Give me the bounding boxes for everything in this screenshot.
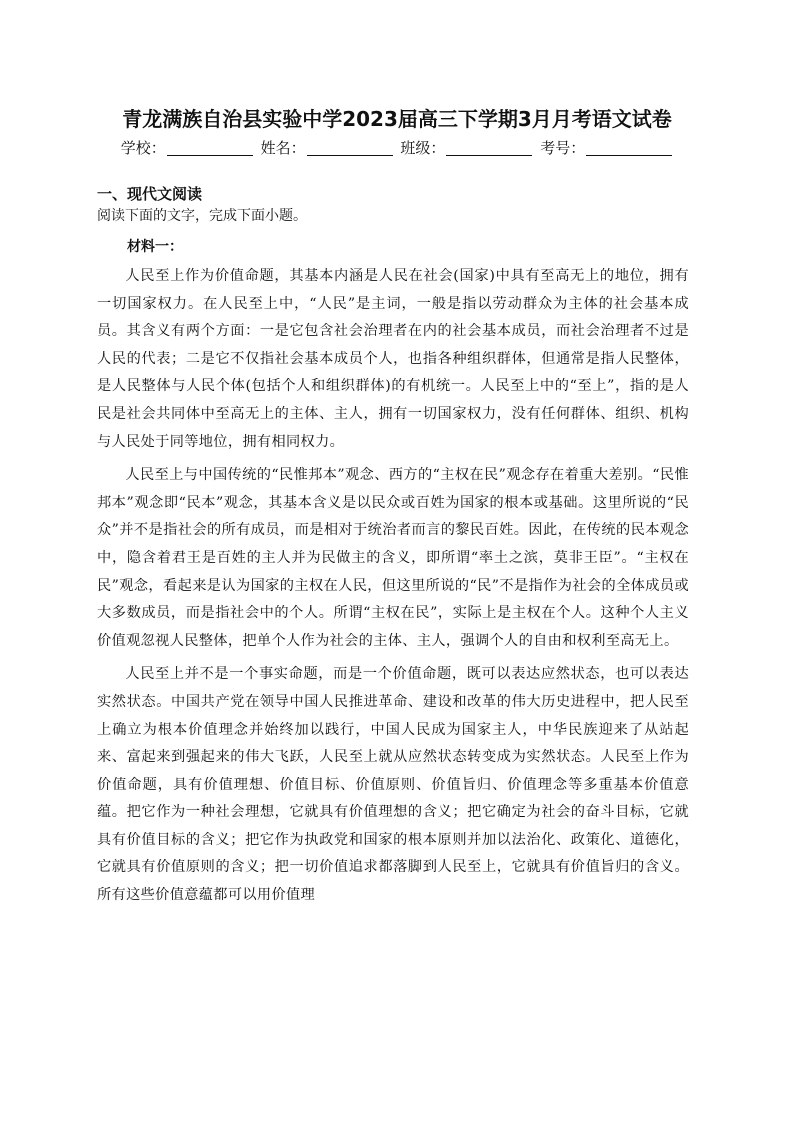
- section-instruction: 阅读下面的文字，完成下面小题。: [97, 208, 307, 224]
- paragraph: 人民至上与中国传统的“民惟邦本”观念、西方的“主权在民”观念存在着重大差别。“民惟邦本”观念即“民本”观念，其基本含义是以民众或百姓为国家的根本或基础。这里所说的“民众”并不是指社会的所有成员，而是相对于统治者而言的黎民百姓。因此，在传统的民本观念中，隐含着君王是百姓的主人并为民做主的含义，即所谓“率土之滨，莫非王臣”。“主权在民”观念，看起来是认为国家的主权在人民，但这里所说的“民”不是指作为社会的全体成员或大多数成员，而是指社会中的个人。所谓“主权在民”，实际上是主权在个人。这种个人主义价值观忽视人民整体，把单个人作为社会的主体、主人，强调个人的自由和权利至高无上。: [97, 467, 689, 649]
- school-label: 学校：: [120, 139, 166, 157]
- class-label: 班级：: [400, 139, 446, 157]
- section-heading: 一、现代文阅读: [97, 185, 203, 203]
- exam-number-blank[interactable]: [586, 141, 672, 156]
- school-blank[interactable]: [167, 141, 253, 156]
- name-blank[interactable]: [307, 141, 393, 156]
- reading-passage: [97, 263, 689, 916]
- paragraph: 人民至上并不是一个事实命题，而是一个价值命题，既可以表达应然状态，也可以表达实然状态。中国共产党在领导中国人民推进革命、建设和改革的伟大历史进程中，把人民至上确立为根本价值理念并始终加以践行，中国人民成为国家主人，中华民族迎来了从站起来、富起来到强起来的伟大飞跃，人民至上就从应然状态转变成为实然状态。人民至上作为价值命题，具有价值理想、价值目标、价值原则、价值旨归、价值理念等多重基本价值意蕴。把它作为一种社会理想，它就具有价值理想的含义；把它确定为社会的奋斗目标，它就具有价值目标的含义；把它作为执政党和国家的根本原则并加以法治化、政策化、道德化，它就具有价值原则的含义；把一切价值追求都落脚到人民至上，它就具有价值旨归的含义。所有这些价值意蕴都可以用价值理: [97, 666, 689, 904]
- name-label: 姓名：: [260, 139, 306, 157]
- exam-number-label: 考号：: [540, 139, 586, 157]
- paragraph: 人民至上作为价值命题，其基本内涵是人民在社会(国家)中具有至高无上的地位，拥有一切国家权力。在人民至上中，“人民”是主词，一般是指以劳动群众为主体的社会基本成员。其含义有两个方面：一是它包含社会治理者在内的社会基本成员，而社会治理者不过是人民的代表；二是它不仅指社会基本成员个人，也指各种组织群体，但通常是指人民整体，是人民整体与人民个体(包括个人和组织群体)的有机统一。人民至上中的“至上”，指的是人民是社会共同体中至高无上的主体、主人，拥有一切国家权力，没有任何群体、组织、机构与人民处于同等地位，拥有相同权力。: [97, 268, 689, 450]
- class-blank[interactable]: [446, 141, 532, 156]
- page-title: 青龙满族自治县实验中学2023届高三下学期3月月考语文试卷: [122, 107, 672, 131]
- material-title: 材料一：: [127, 239, 183, 255]
- student-info-line: [0, 137, 794, 158]
